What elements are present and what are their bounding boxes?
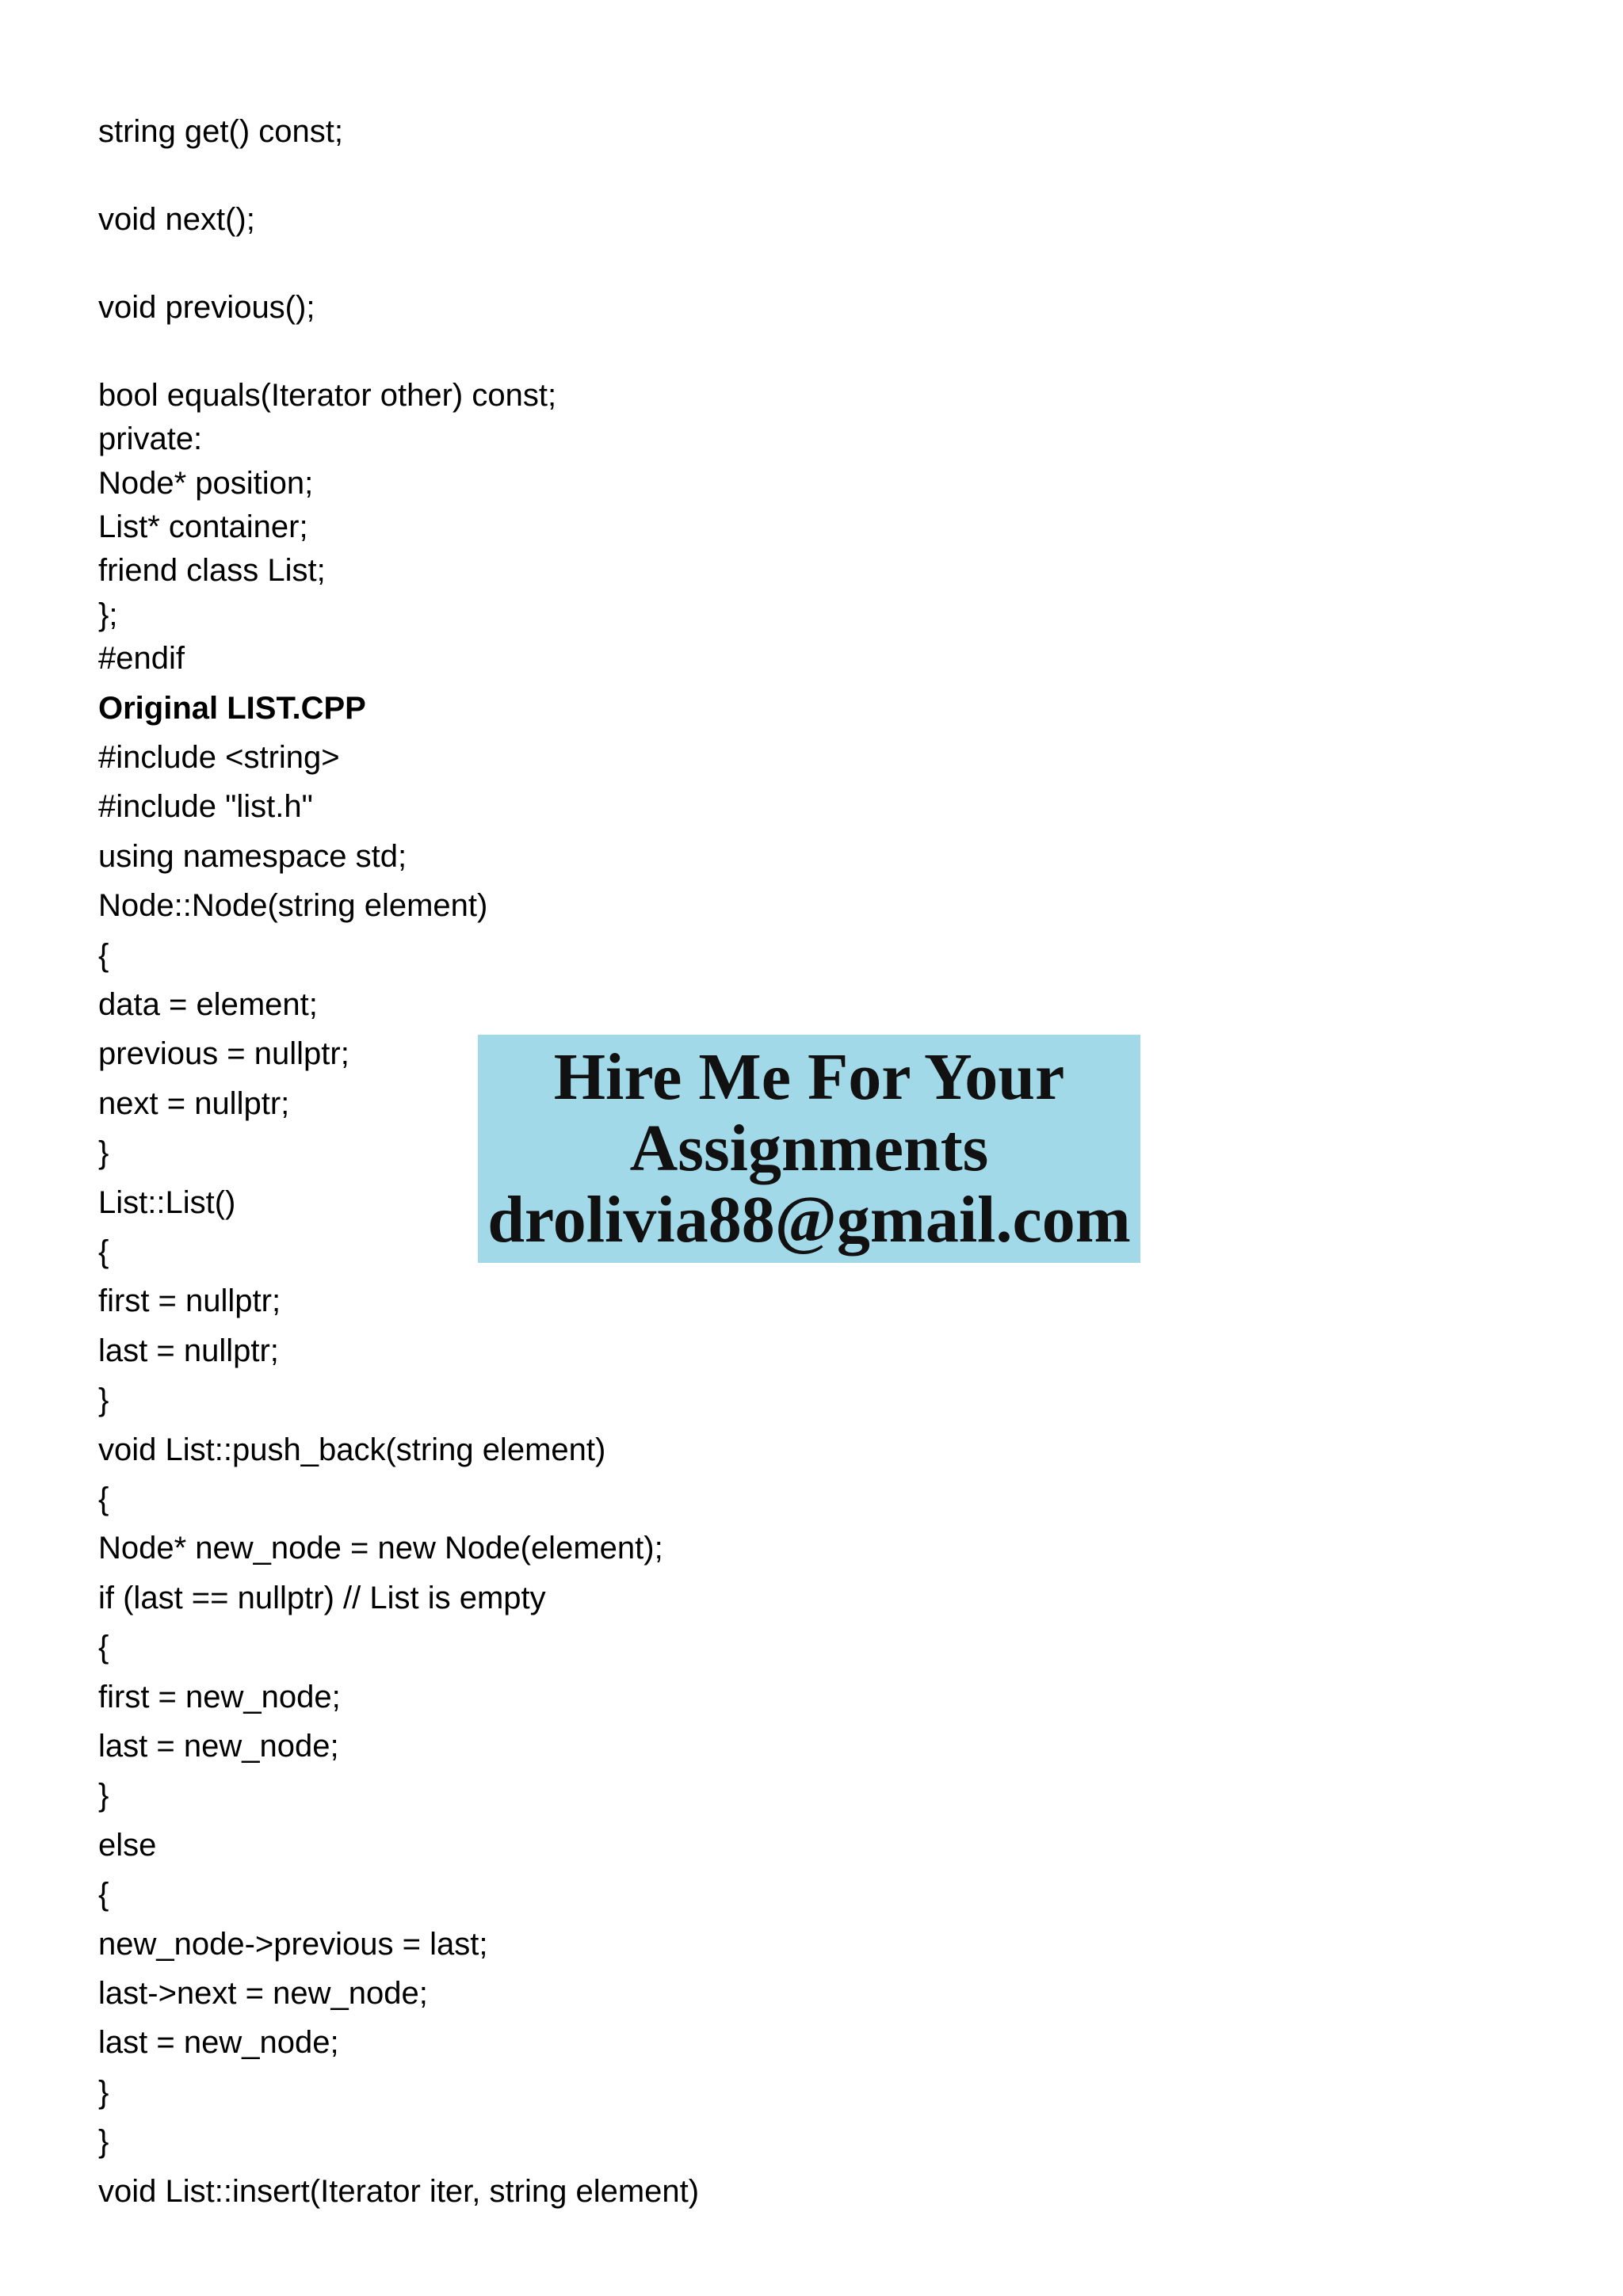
code-line: void previous(); <box>98 290 315 325</box>
code-line: last = new_node; <box>98 2025 339 2060</box>
code-line: void List::push_back(string element) <box>98 1432 606 1467</box>
code-line: }; <box>98 597 118 632</box>
code-line: List* container; <box>98 509 308 544</box>
code-line: last = new_node; <box>98 1729 339 1764</box>
section-heading: Original LIST.CPP <box>98 691 366 726</box>
ad-headline-line-2: Assignments <box>629 1112 989 1185</box>
code-line: Node* new_node = new Node(element); <box>98 1531 663 1566</box>
code-line: using namespace std; <box>98 839 407 874</box>
code-line: { <box>98 1482 109 1516</box>
code-line: if (last == nullptr) // List is empty <box>98 1581 546 1615</box>
code-line: Node* position; <box>98 466 314 501</box>
code-line: void List::insert(Iterator iter, string element) <box>98 2174 700 2209</box>
code-line: List::List() <box>98 1185 236 1220</box>
code-line: next = nullptr; <box>98 1086 290 1121</box>
code-line: { <box>98 1630 109 1665</box>
code-line: first = new_node; <box>98 1680 341 1714</box>
code-line: #include "list.h" <box>98 789 313 824</box>
code-line: last->next = new_node; <box>98 1976 428 2011</box>
code-line: private: <box>98 421 203 456</box>
code-line: else <box>98 1828 157 1863</box>
code-line: bool equals(Iterator other) const; <box>98 378 557 413</box>
code-line: } <box>98 2075 109 2110</box>
code-line: new_node->previous = last; <box>98 1927 488 1962</box>
code-line: #endif <box>98 641 185 676</box>
code-line: { <box>98 1877 109 1912</box>
code-line: Node::Node(string element) <box>98 888 488 923</box>
code-line: previous = nullptr; <box>98 1036 349 1071</box>
code-line: data = element; <box>98 987 318 1022</box>
code-line: #include <string> <box>98 740 340 775</box>
code-line: void next(); <box>98 202 255 237</box>
code-line: string get() const; <box>98 114 344 149</box>
advertisement-banner <box>478 1035 1140 1263</box>
ad-headline-line-1: Hire Me For Your <box>553 1040 1065 1114</box>
code-line: friend class List; <box>98 553 326 588</box>
code-line: } <box>98 1778 109 1813</box>
code-line: } <box>98 1135 109 1170</box>
code-line: first = nullptr; <box>98 1283 281 1318</box>
code-line: { <box>98 1234 109 1269</box>
code-line: } <box>98 2124 109 2159</box>
code-line: last = nullptr; <box>98 1333 279 1368</box>
code-line: { <box>98 938 109 973</box>
ad-contact-email: drolivia88@gmail.com <box>487 1183 1131 1257</box>
code-line: } <box>98 1383 109 1417</box>
